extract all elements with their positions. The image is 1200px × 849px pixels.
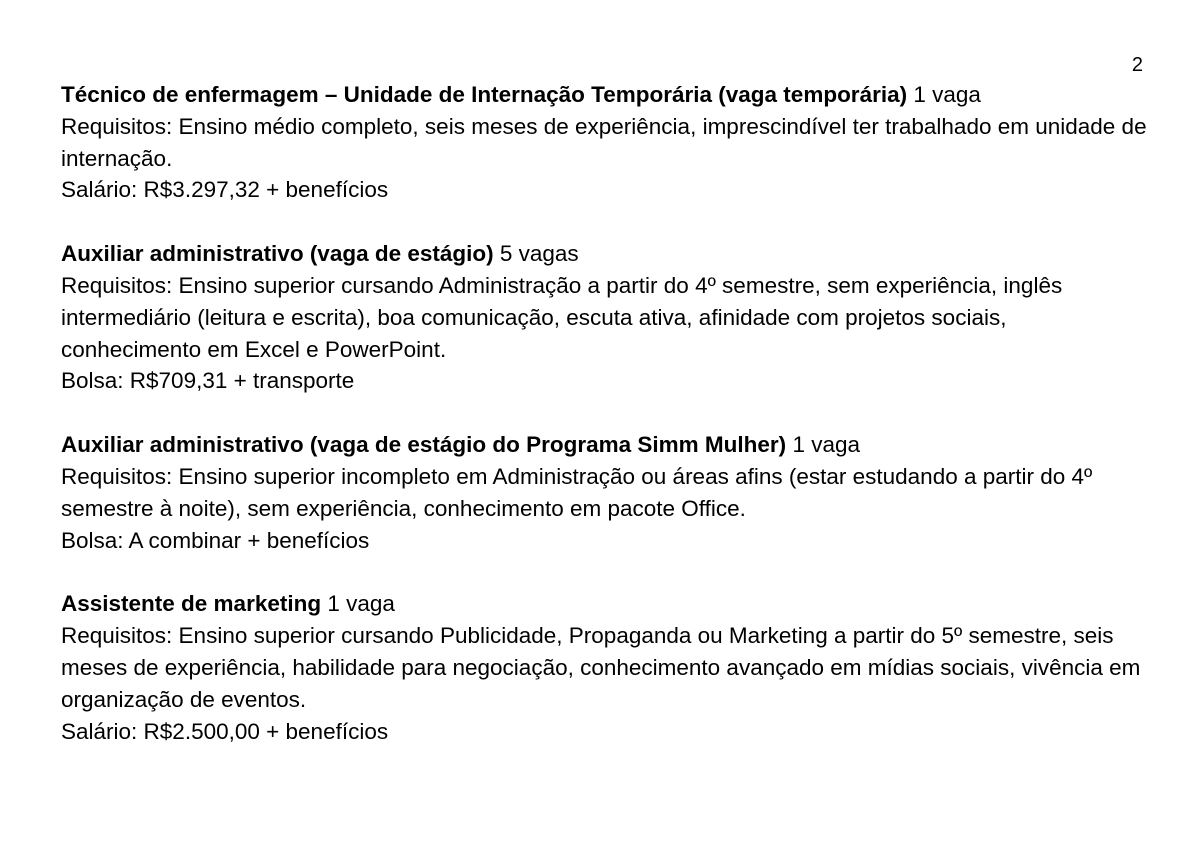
job-openings: 1 vaga — [907, 82, 981, 107]
job-compensation: Salário: R$3.297,32 + benefícios — [61, 177, 389, 203]
job-listing-admin-assistant-internship — [61, 238, 1151, 397]
job-heading — [61, 588, 1151, 620]
job-listing-nursing-technician — [61, 79, 1151, 206]
job-title: Auxiliar administrativo (vaga de estágio do Programa Simm Mulher) — [61, 432, 787, 458]
job-requirements: Requisitos: Ensino superior incompleto em Administração ou áreas afins (estar estudando a partir do 4º semestre à noite), sem experiência, conhecimento em pacote Office. — [61, 463, 1093, 521]
job-heading — [61, 429, 1151, 461]
job-title: Auxiliar administrativo (vaga de estágio) — [61, 241, 494, 267]
job-requirements: Requisitos: Ensino superior cursando Administração a partir do 4º semestre, sem experiência, inglês intermediário (leitura e escrita), boa comunicação, escuta ativa, afinidade com projetos sociais, conhecimento em Excel e PowerPoint. — [61, 272, 1063, 362]
job-openings: 1 vaga — [321, 591, 395, 617]
job-heading — [61, 238, 1151, 270]
page-number: 2 — [1131, 54, 1143, 76]
job-openings: 5 vagas — [493, 241, 579, 267]
job-listing-marketing-assistant — [61, 588, 1151, 747]
job-compensation: Bolsa: A combinar + benefícios — [61, 527, 370, 553]
job-listings — [61, 79, 1151, 779]
job-requirements: Requisitos: Ensino médio completo, seis meses de experiência, imprescindível ter trabalhado em unidade de internação. — [61, 113, 1147, 171]
job-title: Assistente de marketing — [61, 591, 322, 617]
job-heading — [61, 79, 1151, 111]
job-listing-admin-assistant-simm-mulher — [61, 429, 1151, 556]
job-openings: 1 vaga — [786, 432, 860, 458]
job-compensation: Salário: R$2.500,00 + benefícios — [61, 718, 389, 744]
job-compensation: Bolsa: R$709,31 + transporte — [61, 368, 355, 394]
job-title: Técnico de enfermagem – Unidade de Internação Temporária (vaga temporária) — [61, 82, 908, 107]
job-requirements: Requisitos: Ensino superior cursando Publicidade, Propaganda ou Marketing a partir do 5º semestre, seis meses de experiência, habilidade para negociação, conhecimento avançado em mídias sociais, vivência em organização de eventos. — [61, 623, 1141, 712]
